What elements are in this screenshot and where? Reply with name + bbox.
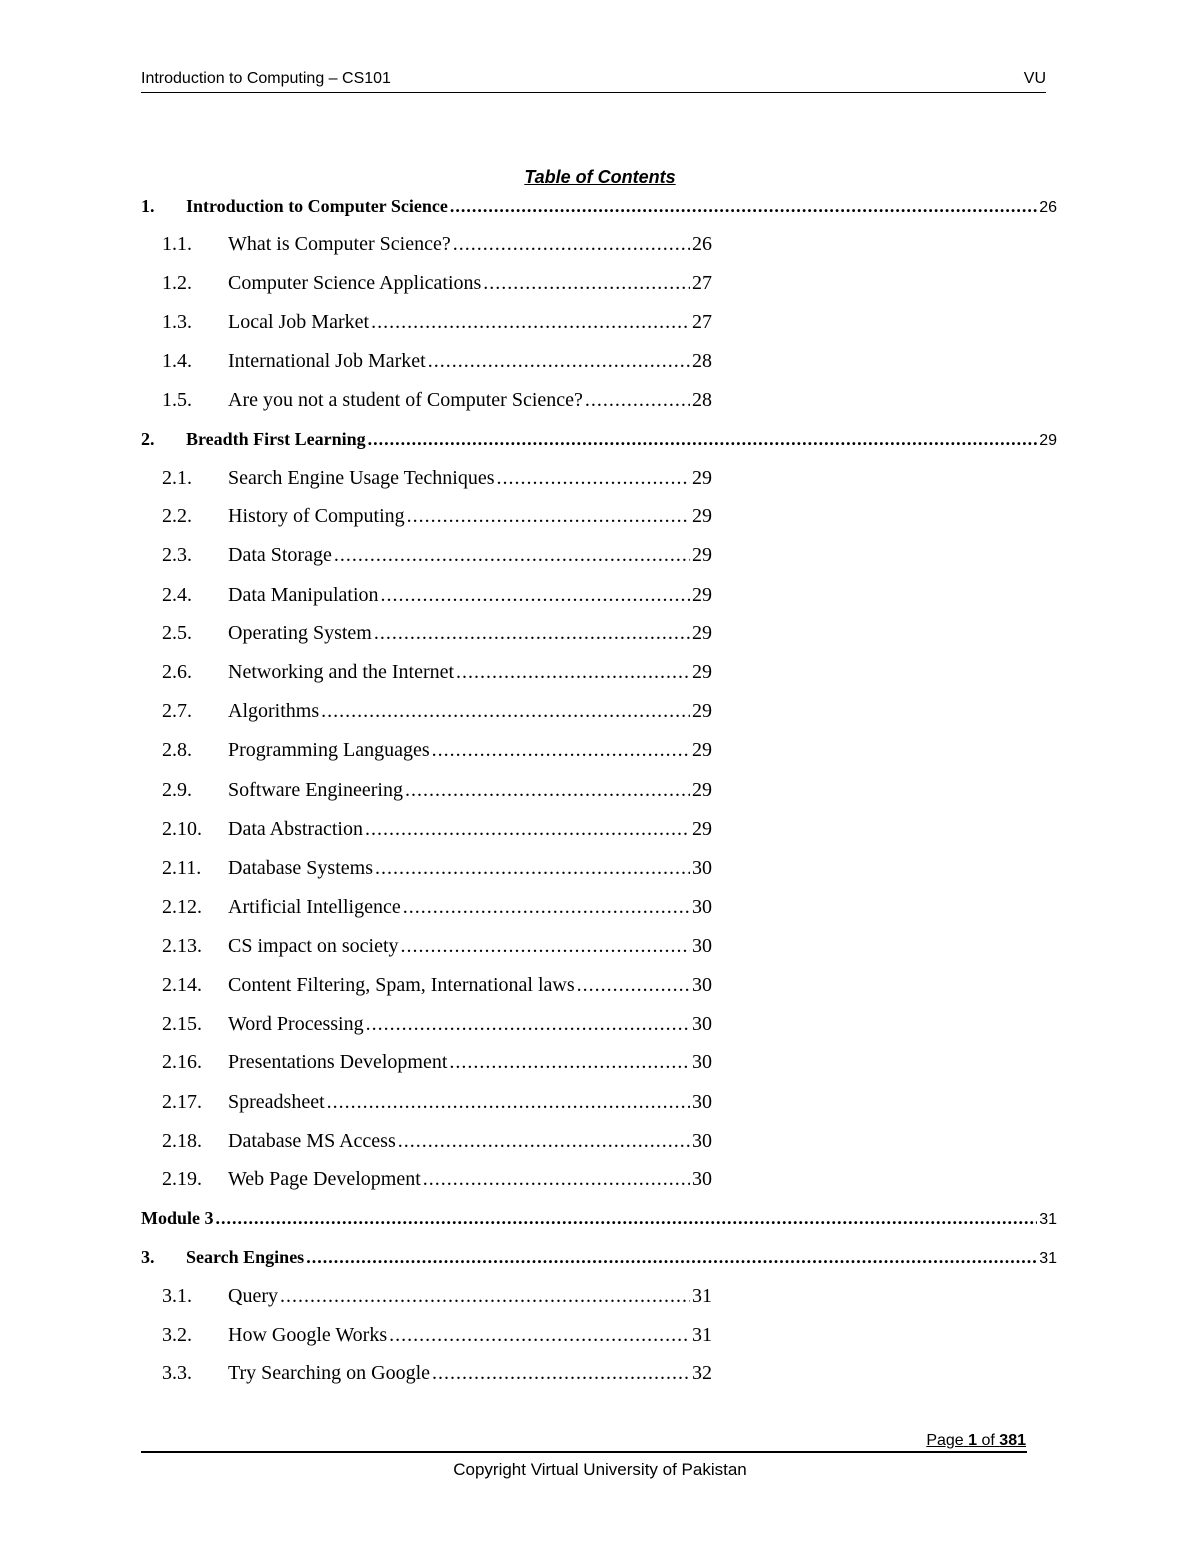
toc-entry[interactable] [162, 974, 712, 997]
toc-dot-leader [366, 1013, 690, 1036]
toc-entry-label: Database Systems [228, 857, 373, 879]
toc-entry-number: 1.2. [162, 272, 192, 294]
toc-dot-leader [407, 505, 690, 528]
toc-entry-number: 3. [141, 1247, 155, 1267]
toc-dot-leader [401, 935, 690, 958]
toc-dot-leader [403, 896, 690, 919]
toc-entry[interactable] [162, 779, 712, 802]
toc-entry-label: CS impact on society [228, 935, 399, 957]
toc-dot-leader [483, 272, 690, 295]
toc-entry-number: 2.6. [162, 661, 192, 683]
toc-dot-leader [432, 739, 690, 762]
toc-entry[interactable] [162, 1051, 712, 1074]
toc-entry-number: 1. [141, 196, 155, 216]
toc-entry-page: 29 [692, 818, 712, 840]
toc-entry-label: Search Engines [186, 1247, 305, 1267]
toc-entry-label: Module 3 [141, 1208, 214, 1228]
toc-dot-leader [374, 622, 690, 645]
toc-entry-number: 3.2. [162, 1324, 192, 1346]
toc-title: Table of Contents [524, 167, 676, 187]
toc-entry[interactable] [162, 661, 712, 684]
toc-entry-number: 2.19. [162, 1168, 202, 1190]
toc-entry-number: 2.11. [162, 857, 202, 879]
toc-entry-number: 2.8. [162, 739, 192, 761]
toc-dot-leader [327, 1091, 690, 1114]
toc-dot-leader [428, 350, 690, 373]
toc-entry-page: 29 [692, 505, 712, 527]
toc-entry-page: 30 [692, 857, 712, 879]
header-course-title: Introduction to Computing – CS101 [141, 70, 391, 87]
toc-entry[interactable] [162, 1168, 712, 1191]
toc-entry-label: Content Filtering, Spam, International laws [228, 974, 575, 996]
toc-dot-leader [389, 1324, 690, 1347]
toc-dot-leader [453, 233, 690, 256]
toc-entry-page: 30 [692, 1168, 712, 1190]
toc-entry-number: 2. [141, 429, 155, 449]
toc-dot-leader [577, 974, 690, 997]
toc-entry[interactable] [162, 1285, 712, 1308]
toc-entry-label: Try Searching on Google [228, 1362, 431, 1384]
toc-entry[interactable] [162, 389, 712, 412]
toc-entry-page: 28 [692, 350, 712, 372]
toc-entry-page: 27 [692, 272, 712, 294]
toc-entry-page: 31 [1039, 1250, 1057, 1267]
toc-entry-page: 29 [692, 467, 712, 489]
toc-entry-label: How Google Works [228, 1324, 388, 1346]
toc-entry-page: 30 [692, 1130, 712, 1152]
toc-entry[interactable] [162, 311, 712, 334]
toc-entry-number: 3.3. [162, 1362, 192, 1384]
toc-entry-page: 32 [692, 1362, 712, 1384]
toc-entry-page: 29 [1039, 432, 1057, 449]
toc-entry-number: 1.1. [162, 233, 192, 255]
toc-dot-leader [365, 818, 690, 841]
toc-entry-page: 30 [692, 935, 712, 957]
toc-entry-page: 30 [692, 974, 712, 996]
toc-dot-leader [423, 1168, 690, 1191]
toc-entry[interactable] [162, 584, 712, 607]
toc-entry-number: 1.5. [162, 389, 192, 411]
toc-dot-leader [280, 1285, 690, 1308]
toc-entry-label: Word Processing [228, 1013, 364, 1035]
toc-entry-number: 2.7. [162, 700, 192, 722]
toc-entry[interactable] [162, 1130, 712, 1153]
toc-entry[interactable] [162, 818, 712, 841]
toc-dot-leader [456, 661, 690, 684]
toc-entry-page: 30 [692, 1091, 712, 1113]
toc-entry-page: 31 [1039, 1211, 1057, 1228]
toc-entry-label: History of Computing [228, 505, 405, 527]
toc-entry-label: Presentations Development [228, 1051, 448, 1073]
page-number-current: 1 [968, 1432, 978, 1449]
toc-entry[interactable] [162, 505, 712, 528]
toc-entry-label: Search Engine Usage Techniques [228, 467, 495, 489]
toc-entry-number: 2.2. [162, 505, 192, 527]
toc-entry-label: Query [228, 1285, 278, 1307]
toc-entry-number: 2.5. [162, 622, 192, 644]
toc-entry[interactable] [162, 544, 712, 567]
toc-entry-label: Are you not a student of Computer Science? [228, 389, 583, 411]
toc-entry-label: Software Engineering [228, 779, 403, 801]
toc-entry-label: Data Storage [228, 544, 332, 566]
toc-entry-label: Spreadsheet [228, 1091, 325, 1113]
page-number-prefix: Page [926, 1432, 964, 1449]
toc-entry[interactable] [141, 196, 1057, 217]
toc-entry[interactable] [162, 350, 712, 373]
toc-entry-number: 2.4. [162, 584, 192, 606]
toc-entry[interactable] [162, 1362, 712, 1385]
toc-entry-page: 29 [692, 700, 712, 722]
footer-divider [141, 1451, 1027, 1453]
footer-copyright: Copyright Virtual University of Pakistan [453, 1460, 747, 1479]
toc-entry-number: 2.9. [162, 779, 192, 801]
toc-entry-page: 29 [692, 661, 712, 683]
toc-dot-leader [368, 429, 1038, 450]
page-number-total: 381 [999, 1432, 1026, 1449]
toc-dot-leader [216, 1208, 1038, 1229]
toc-entry[interactable] [162, 233, 712, 256]
toc-entry-page: 30 [692, 1013, 712, 1035]
toc-entry[interactable] [162, 896, 712, 919]
toc-entry-number: 2.17. [162, 1091, 202, 1113]
toc-dot-leader [496, 467, 690, 490]
toc-dot-leader [321, 700, 690, 723]
toc-dot-leader [371, 311, 690, 334]
toc-entry-label: Introduction to Computer Science [186, 196, 448, 216]
toc-entry-label: Breadth First Learning [186, 429, 366, 449]
toc-entry-label: Networking and the Internet [228, 661, 455, 683]
toc-entry-number: 2.1. [162, 467, 192, 489]
toc-entry[interactable] [162, 739, 712, 762]
toc-entry-number: 2.12. [162, 896, 202, 918]
toc-entry-label: Artificial Intelligence [228, 896, 401, 918]
toc-entry-label: Data Abstraction [228, 818, 363, 840]
toc-entry-number: 1.3. [162, 311, 192, 333]
toc-entry-page: 28 [692, 389, 712, 411]
page-number-of: of [981, 1432, 995, 1449]
toc-entry-number: 2.14. [162, 974, 202, 996]
toc-entry-label: Programming Languages [228, 739, 430, 761]
toc-entry-page: 29 [692, 544, 712, 566]
toc-entry-page: 29 [692, 622, 712, 644]
toc-entry-number: 2.16. [162, 1051, 202, 1073]
header-institution: VU [1023, 70, 1046, 87]
page-number [926, 1432, 1026, 1450]
toc-entry[interactable] [141, 1208, 1057, 1229]
toc-dot-leader [585, 389, 690, 412]
toc-entry[interactable] [141, 429, 1057, 450]
toc-entry-page: 30 [692, 896, 712, 918]
toc-dot-leader [405, 779, 690, 802]
toc-entry-number: 2.10. [162, 818, 202, 840]
toc-entry-label: What is Computer Science? [228, 233, 451, 255]
toc-dot-leader [375, 857, 690, 880]
toc-entry[interactable] [162, 467, 712, 490]
toc-entry[interactable] [162, 1091, 712, 1114]
toc-entry-page: 31 [692, 1285, 712, 1307]
toc-entry-number: 2.3. [162, 544, 192, 566]
toc-dot-leader [432, 1362, 690, 1385]
toc-entry-label: Computer Science Applications [228, 272, 482, 294]
toc-entry[interactable] [162, 935, 712, 958]
toc-entry[interactable] [162, 857, 712, 880]
toc-entry[interactable] [162, 700, 712, 723]
toc-dot-leader [449, 1051, 690, 1074]
toc-entry[interactable] [162, 622, 712, 645]
toc-entry[interactable] [141, 1247, 1057, 1268]
toc-entry-page: 29 [692, 739, 712, 761]
toc-entry[interactable] [162, 1013, 712, 1036]
toc-entry[interactable] [162, 1324, 712, 1347]
toc-entry-label: Data Manipulation [228, 584, 379, 606]
toc-dot-leader [306, 1247, 1037, 1268]
toc-entry-number: 2.18. [162, 1130, 202, 1152]
toc-entry-page: 26 [692, 233, 712, 255]
toc-dot-leader [450, 196, 1037, 217]
toc-entry-label: Algorithms [228, 700, 320, 722]
toc-entry-label: Local Job Market [228, 311, 370, 333]
toc-entry-page: 30 [692, 1051, 712, 1073]
toc-entry-page: 27 [692, 311, 712, 333]
toc-entry-page: 29 [692, 779, 712, 801]
toc-dot-leader [398, 1130, 690, 1153]
page-header [141, 70, 1046, 93]
toc-entry-label: Operating System [228, 622, 372, 644]
toc-entry-page: 29 [692, 584, 712, 606]
toc-dot-leader [381, 584, 690, 607]
toc-entry-label: Database MS Access [228, 1130, 396, 1152]
toc-entry-page: 31 [692, 1324, 712, 1346]
toc-entry-number: 1.4. [162, 350, 192, 372]
toc-entry-number: 2.13. [162, 935, 202, 957]
toc-entry-number: 2.15. [162, 1013, 202, 1035]
toc-entry-label: Web Page Development [228, 1168, 421, 1190]
toc-dot-leader [334, 544, 690, 567]
toc-entry[interactable] [162, 272, 712, 295]
toc-entry-number: 3.1. [162, 1285, 192, 1307]
toc-entry-page: 26 [1039, 199, 1057, 216]
toc-entry-label: International Job Market [228, 350, 426, 372]
